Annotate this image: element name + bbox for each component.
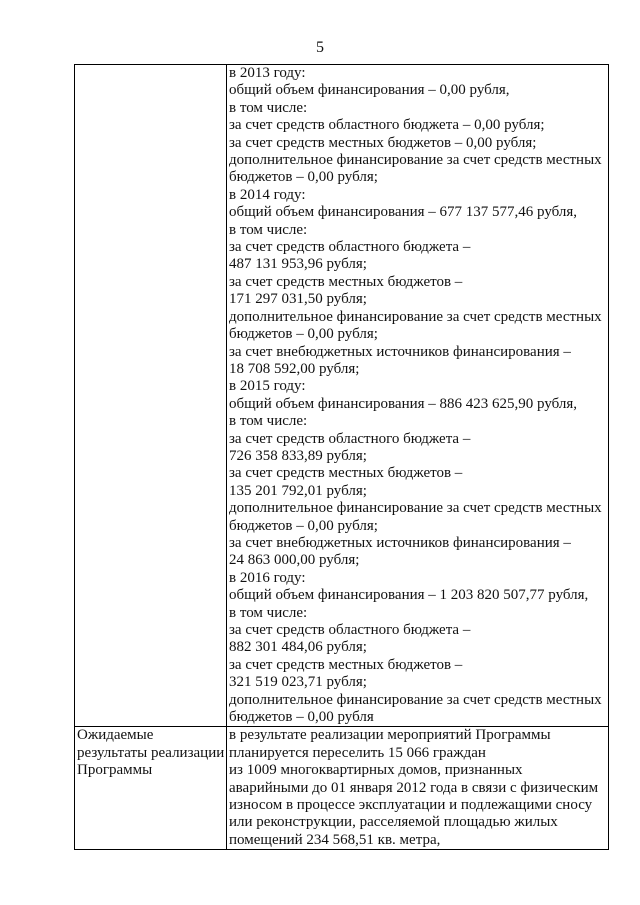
program-passport-table <box>74 64 609 850</box>
text-line: 24 863 000,00 рубля; <box>229 552 360 569</box>
text-line: дополнительное финансирование за счет средств местных <box>229 152 602 169</box>
text-line: помещений 234 568,51 кв. метра, <box>229 831 441 848</box>
text-line: аварийными до 01 января 2012 года в связи с физическим <box>229 779 599 796</box>
text-line: дополнительное финансирование за счет средств местных <box>229 500 602 517</box>
text-line: в том числе: <box>229 413 308 430</box>
text-line: в 2014 году: <box>229 186 306 203</box>
text-line: общий объем финансирования – 1 203 820 507,77 рубля, <box>229 587 589 604</box>
text-line: бюджетов – 0,00 рубля <box>229 709 374 726</box>
text-line: в 2013 году: <box>229 65 306 81</box>
text-line: за счет средств областного бюджета – <box>229 430 471 447</box>
text-line: износом в процессе эксплуатации и подлежащими сносу <box>229 797 593 814</box>
funding-value-cell <box>227 65 609 727</box>
funding-label-cell <box>75 65 227 727</box>
text-line: общий объем финансирования – 677 137 577,46 рубля, <box>229 204 578 221</box>
funding-row <box>75 65 609 727</box>
text-line: Программы <box>77 762 153 779</box>
text-line: общий объем финансирования – 886 423 625,90 рубля, <box>229 395 578 412</box>
text-line: планируется переселить 15 066 граждан <box>229 744 486 761</box>
text-line: за счет внебюджетных источников финансирования – <box>229 343 571 360</box>
text-line: за счет средств областного бюджета – <box>229 239 471 256</box>
text-line: в 2015 году: <box>229 378 306 395</box>
text-line: 171 297 031,50 рубля; <box>229 291 367 308</box>
text-line: 882 301 484,06 рубля; <box>229 639 367 656</box>
text-line: 135 201 792,01 рубля; <box>229 482 367 499</box>
text-line: 726 358 833,89 рубля; <box>229 447 367 464</box>
text-line: бюджетов – 0,00 рубля; <box>229 517 378 534</box>
text-line: дополнительное финансирование за счет средств местных <box>229 308 602 325</box>
text-line: за счет средств областного бюджета – <box>229 622 471 638</box>
text-line: в результате реализации мероприятий Программы <box>229 727 551 744</box>
text-line: дополнительное финансирование за счет средств местных <box>229 691 602 708</box>
text-line: Ожидаемые <box>77 727 154 744</box>
text-line: из 1009 многоквартирных домов, признанных <box>229 762 523 779</box>
text-line: 18 708 592,00 рубля; <box>229 360 360 377</box>
text-line: в том числе: <box>229 221 308 238</box>
text-line: за счет средств местных бюджетов – <box>229 273 463 290</box>
text-line: за счет средств местных бюджетов – <box>229 465 463 482</box>
text-line: за счет средств местных бюджетов – 0,00 рубля; <box>229 134 537 151</box>
text-line: 487 131 953,96 рубля; <box>229 256 367 273</box>
text-line: или реконструкции, расселяемой площадью жилых <box>229 814 558 831</box>
text-line: за счет средств областного бюджета – 0,00 рубля; <box>229 117 545 134</box>
text-line: в том числе: <box>229 604 308 621</box>
text-line: в том числе: <box>229 99 308 116</box>
text-line: результаты реализации <box>77 744 225 761</box>
expected-results-value-cell <box>227 727 609 850</box>
text-line: бюджетов – 0,00 рубля; <box>229 326 378 343</box>
text-line: за счет средств местных бюджетов – <box>229 656 463 673</box>
text-line: 321 519 023,71 рубля; <box>229 674 367 691</box>
text-line: бюджетов – 0,00 рубля; <box>229 169 378 186</box>
expected-results-label-cell <box>75 727 227 850</box>
text-line: в 2016 году: <box>229 569 306 586</box>
page-number: 5 <box>316 39 324 56</box>
expected-results-row <box>75 727 609 850</box>
text-line: общий объем финансирования – 0,00 рубля, <box>229 82 510 99</box>
text-line: за счет внебюджетных источников финансирования – <box>229 534 571 551</box>
